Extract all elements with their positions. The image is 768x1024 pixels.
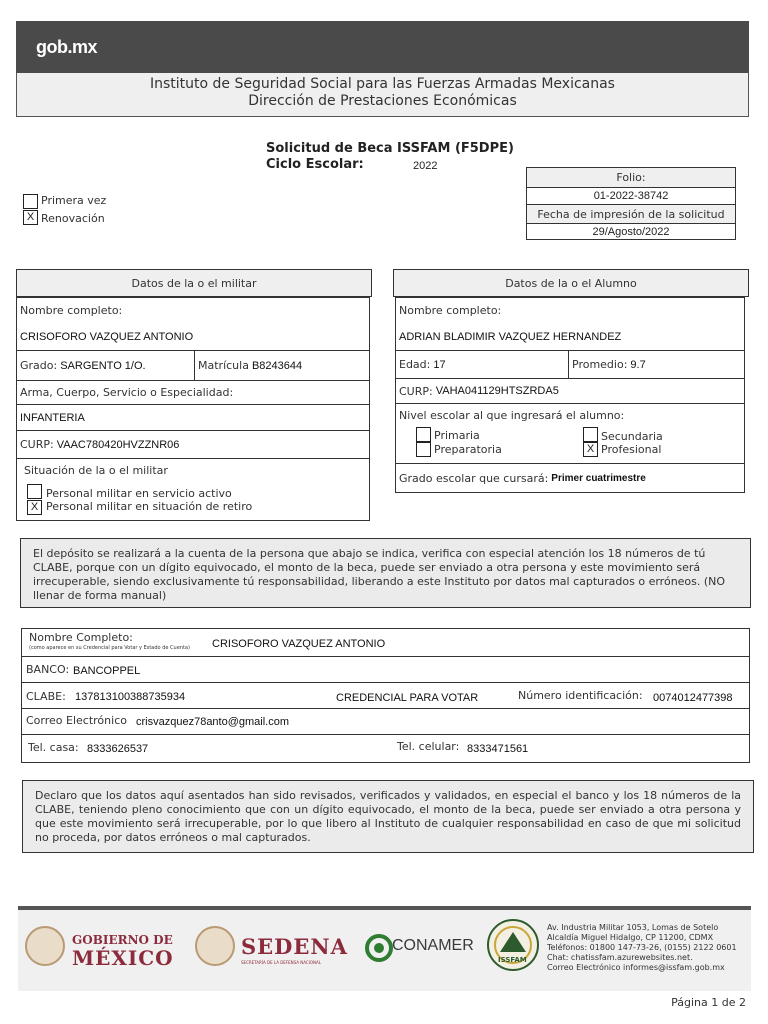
numero-identificacion-value: 0074012477398 [653,692,733,704]
ciclo-escolar-value: 2022 [413,160,438,172]
alumno-promedio-value: 9.7 [630,358,646,371]
militar-section-header: Datos de la o el militar [16,269,372,297]
alumno-curp-field: CURP: VAHA041129HTSZRDA5 [395,379,745,404]
renovacion-label: Renovación [41,212,105,225]
militar-arma-value: INFANTERIA [20,411,85,424]
preparatoria-label: Preparatoria [434,443,502,456]
address-line-5: Correo Electrónico informes@issfam.gob.mx [547,963,725,972]
declaration-notice: Declaro que los datos aquí asentados han sido revisados, verificados y validados, en especial el banco y los 18 números de la CLABE, teniendo pleno conocimiento que con un dígito equivocado, el monto de la beca, puede ser enviado a otra persona y que este movimiento será irrecuperable, por lo que libero al Instituto de cualquier responsabilidad en caso de que mi solicitud no proceda, por datos erróneos o mal capturados. [22,780,754,853]
alumno-edad-value: 17 [433,358,446,371]
militar-grado-value: SARGENTO 1/O. [60,359,146,372]
footer-address [547,923,737,973]
conamer-logo: CONAMER [392,937,474,954]
alumno-grado-field: Grado escolar que cursará: Primer cuatrimestre [399,472,646,485]
bank-divider-4 [21,734,750,735]
ciclo-escolar-label: Ciclo Escolar: [266,157,364,172]
issfam-logo-text: ISSFAM [498,956,527,964]
tel-casa-value: 8333626537 [87,743,149,755]
militar-curp-value: VAAC780420HVZZNR06 [56,438,180,451]
alumno-curp-value: VAHA041129HTSZRDA5 [435,385,559,397]
servicio-activo-checkbox[interactable] [27,484,42,499]
alumno-nombre-field [395,323,745,351]
conamer-icon [365,934,393,962]
alumno-edad-field: Edad: 17 [395,351,569,379]
address-line-4: Chat: chatissfam.azurewebsites.net. [547,953,693,962]
militar-grado-field: Grado: SARGENTO 1/O. [16,351,195,381]
gob-header-bar [16,21,749,73]
numero-identificacion-label: Número identificación: [518,689,643,702]
alumno-promedio-field: Promedio: 9.7 [568,351,745,379]
alumno-nombre-label: Nombre completo: [399,303,502,317]
address-line-3: Teléfonos: 01800 147-73-26, (0155) 2122 0601 [547,943,737,952]
militar-matricula-field: Matrícula B8243644 [194,351,370,381]
tel-celular-value: 8333471561 [467,743,529,755]
militar-curp-field: CURP: VAAC780420HVZZNR06 [16,431,370,459]
bank-divider-2 [21,682,750,683]
militar-nombre-field [16,323,370,351]
gobierno-line1: GOBIERNO DE [72,933,173,947]
primaria-checkbox[interactable] [416,427,431,442]
secundaria-label: Secundaria [601,430,663,443]
militar-nombre-label: Nombre completo: [20,303,123,317]
address-line-2: Alcaldía Miguel Hidalgo, CP 11200, CDMX [547,933,714,942]
secundaria-checkbox[interactable] [583,427,598,442]
deposit-notice: El depósito se realizará a la cuenta de la persona que abajo se indica, verifica con especial atención los 18 números de tú CLABE, porque con un dígito equivocado, el monto de la beca, puede ser enviado a otra persona y este movimiento será irrecuperable, siendo exclusivamente tú responsabilidad, liberando a este Instituto por datos mal capturados o erróneos. (NO llenar de forma manual) [20,538,751,608]
page-number: Página 1 de 2 [671,996,746,1009]
profesional-label: Profesional [601,443,662,456]
alumno-grado-value: Primer cuatrimestre [551,473,646,484]
renovacion-checkbox[interactable]: X [23,210,38,225]
fecha-impresion-value: 29/Agosto/2022 [526,223,736,240]
id-type-value: CREDENCIAL PARA VOTAR [336,692,479,704]
institute-header [16,73,749,117]
militar-nombre-value: CRISOFORO VAZQUEZ ANTONIO [20,330,194,343]
bank-divider-1 [21,656,750,657]
bank-nombre-sublabel: (como aparece en su Credencial para Votar y Estado de Cuenta) [29,645,190,651]
folio-value: 01-2022-38742 [526,187,736,205]
banco-label: BANCO: [26,663,70,676]
clabe-label: CLABE: [26,690,66,703]
correo-value: crisvazquez78anto@gmail.com [136,716,290,728]
servicio-activo-label: Personal militar en servicio activo [46,487,232,500]
profesional-checkbox[interactable]: X [583,442,598,457]
gob-mx-logo: gob.mx [36,37,98,57]
primaria-label: Primaria [434,429,480,442]
bank-divider-3 [21,708,750,709]
directorate-name: Dirección de Prestaciones Económicas [248,93,517,109]
institute-name: Instituto de Seguridad Social para las Fuerzas Armadas Mexicanas [150,76,615,92]
gobierno-seal-icon [25,926,65,966]
bank-nombre-label: Nombre Completo: [29,631,133,644]
militar-matricula-value: B8243644 [251,359,303,372]
sedena-seal-icon [195,926,235,966]
correo-label: Correo Electrónico [26,714,127,727]
tel-casa-label: Tel. casa: [28,741,79,754]
militar-arma-field [16,405,370,431]
preparatoria-checkbox[interactable] [416,442,431,457]
militar-situacion-label: Situación de la o el militar [24,464,168,477]
address-line-1: Av. Industria Militar 1053, Lomas de Sotelo [547,923,719,932]
militar-arma-label: Arma, Cuerpo, Servicio o Especialidad: [16,381,370,405]
banco-value: BANCOPPEL [73,665,141,677]
situacion-retiro-label: Personal militar en situación de retiro [46,500,253,513]
primera-vez-label: Primera vez [41,194,107,207]
gobierno-line2: MÉXICO [72,946,174,970]
folio-label: Folio: [526,167,736,188]
nivel-escolar-label: Nivel escolar al que ingresará el alumno: [399,409,625,422]
form-title: Solicitud de Beca ISSFAM (F5DPE) [266,141,514,156]
alumno-section-header: Datos de la o el Alumno [393,269,749,297]
tel-celular-label: Tel. celular: [397,740,460,753]
sedena-subtitle: SECRETARÍA DE LA DEFENSA NACIONAL [241,960,321,965]
fecha-impresion-label: Fecha de impresión de la solicitud [526,204,736,224]
sedena-logo: SEDENA [241,934,348,959]
bank-nombre-value: CRISOFORO VAZQUEZ ANTONIO [212,638,386,650]
clabe-value: 137813100388735934 [75,691,186,703]
alumno-nombre-value: ADRIAN BLADIMIR VAZQUEZ HERNANDEZ [399,330,622,343]
situacion-retiro-checkbox[interactable]: X [27,500,42,515]
primera-vez-checkbox[interactable] [23,194,38,209]
